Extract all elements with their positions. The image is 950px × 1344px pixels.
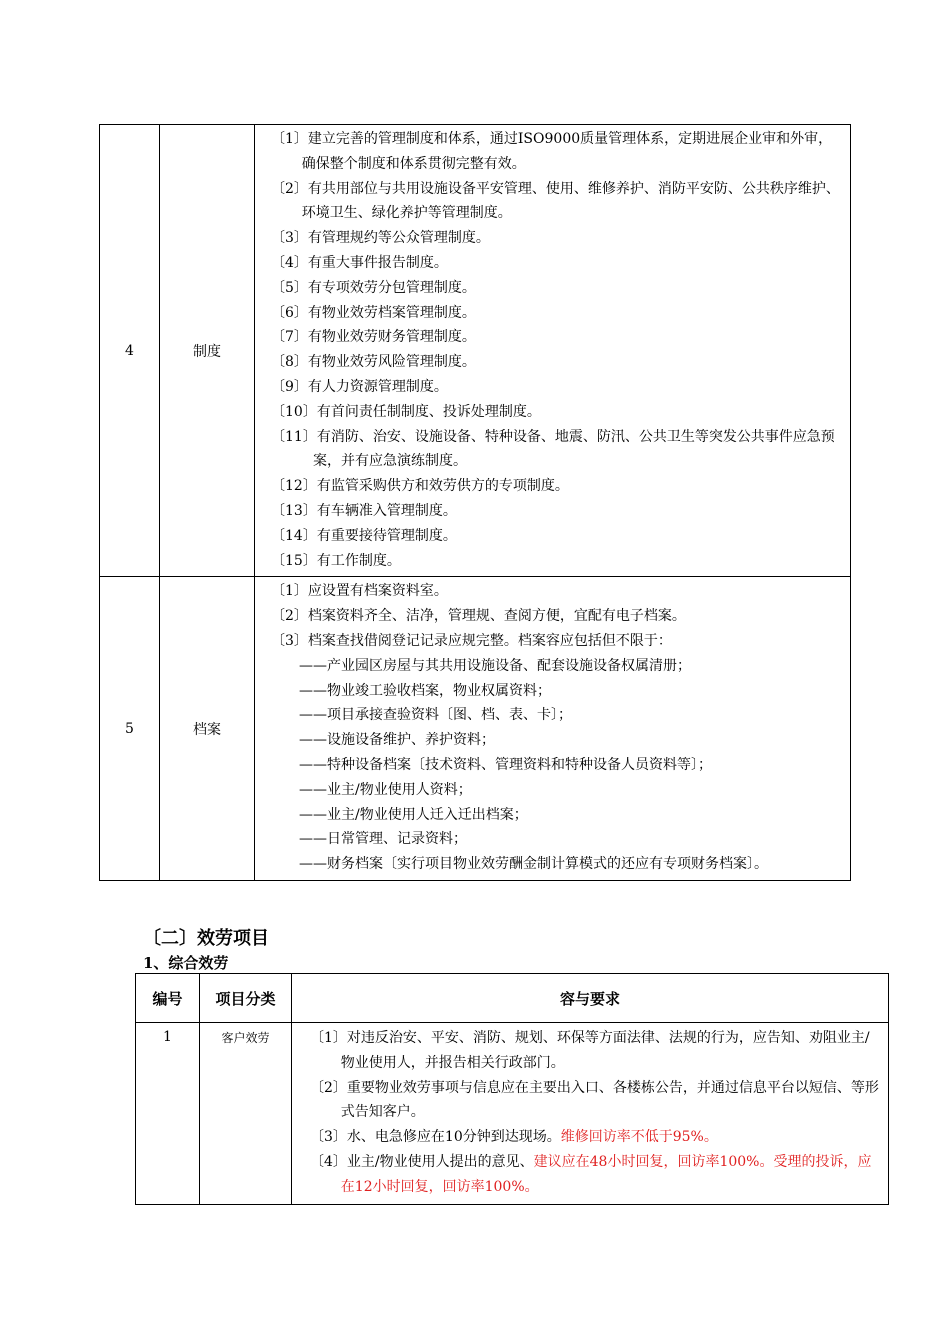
list-item: 〔2〕有共用部位与共用设施设备平安管理、使用、维修养护、消防平安防、公共秩序维护、环境卫生、绿化养护等管理制度。 [271,180,840,222]
list-item: 〔11〕有消防、治安、设施设备、特种设备、地震、防汛、公共卫生等突发公共事件应急预案，并有应急演练制度。 [271,428,835,470]
row-content [255,577,851,881]
row-category: 档案 [160,577,255,881]
archive-subitem: ——项目承接查验资料〔图、档、表、卡〕； [299,707,572,724]
archive-subitem: ——财务档案〔实行项目物业效劳酬金制计算模式的还应有专项财务档案〕。 [299,856,768,873]
highlight-text: 维修回访率不低于95%。 [560,1129,718,1146]
header-number: 编号 [136,974,200,1023]
row-number: 4 [100,125,160,577]
list-item: 〔5〕有专项效劳分包管理制度。 [271,279,476,296]
table-row [136,1023,889,1205]
row-category: 客户效劳 [200,1023,292,1205]
archive-subitem: ——产业园区房屋与其共用设施设备、配套设施设备权属清册； [299,657,691,674]
archive-subitem: ——特种设备档案〔技术资料、管理资料和特种设备人员资料等〕； [299,756,712,773]
list-item: 〔1〕对违反治安、平安、消防、规划、环保等方面法律、法规的行为，应告知、劝阻业主/物业使用人，并报告相关行政部门。 [310,1030,870,1071]
archive-subitem: ——日常管理、记录资料； [299,831,467,848]
table-row [100,577,851,881]
list-item: 〔15〕有工作制度。 [271,552,401,569]
list-item: 〔3〕档案查找借阅登记记录应规完整。档案容应包括但不限于： [271,632,672,649]
table-header-row [136,974,889,1023]
list-item: 〔13〕有车辆准入管理制度。 [271,502,457,519]
archive-subitem: ——设施设备维护、养护资料； [299,732,495,749]
table-row [100,125,851,577]
table-system-and-archives [99,124,851,881]
highlight-text: 建议应在48小时回复，回访率100%。受理的投诉，应在12小时回复，回访率100%。 [340,1153,872,1195]
list-item: 〔14〕有重要接待管理制度。 [271,527,457,544]
item-text: 〔3〕水、电急修应在10分钟到达现场。 [310,1129,561,1146]
list-item: 〔10〕有首问责任制制度、投诉处理制度。 [271,403,541,420]
table-comprehensive-services [135,973,889,1205]
list-item: 〔3〕有管理规约等公众管理制度。 [271,230,490,247]
section-subheading: 1、综合效劳 [143,954,229,972]
list-item: 〔9〕有人力资源管理制度。 [271,378,448,395]
list-item: 〔2〕档案资料齐全、洁净，管理规、查阅方便，宜配有电子档案。 [271,608,686,625]
row-content [292,1023,889,1205]
list-item: 〔6〕有物业效劳档案管理制度。 [271,304,476,321]
row-number: 1 [136,1023,200,1205]
list-item: 〔4〕有重大事件报告制度。 [271,254,448,271]
section-heading: 〔二〕效劳项目 [143,928,269,949]
list-item: 〔2〕重要物业效劳事项与信息应在主要出入口、各楼栋公告，并通过信息平台以短信、等形式告知客户。 [310,1079,879,1121]
list-item [310,1125,880,1150]
header-category: 项目分类 [200,974,292,1023]
list-item [310,1150,880,1200]
list-item: 〔1〕应设置有档案资料室。 [271,583,448,600]
archive-subitem: ——物业竣工验收档案，物业权属资料； [299,682,551,699]
list-item: 〔12〕有监管采购供方和效劳供方的专项制度。 [271,478,569,495]
row-number: 5 [100,577,160,881]
row-content [255,125,851,577]
row-category: 制度 [160,125,255,577]
archive-subitem: ——业主/物业使用人迁入迁出档案； [299,806,528,823]
archive-subitem: ——业主/物业使用人资料； [299,781,472,798]
list-item: 〔1〕建立完善的管理制度和体系，通过ISO9000质量管理体系，定期进展企业审和外审，确保整个制度和体系贯彻完整有效。 [271,131,833,172]
header-content: 容与要求 [292,974,889,1023]
list-item: 〔7〕有物业效劳财务管理制度。 [271,329,476,346]
list-item: 〔8〕有物业效劳风险管理制度。 [271,354,476,371]
item-text: 〔4〕业主/物业使用人提出的意见、 [310,1153,534,1170]
